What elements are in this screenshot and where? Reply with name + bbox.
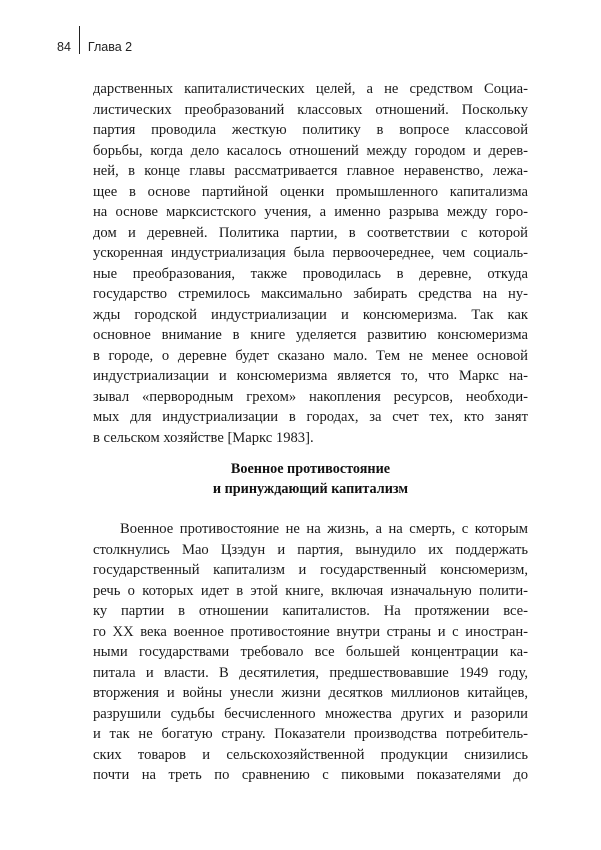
paragraph-2: [93, 519, 528, 786]
text-line: ные преобразования, также проводилась в деревне, откуда: [93, 265, 528, 282]
text-line: питала и власти. В десятилетия, предшествовавшие 1949 году,: [93, 664, 528, 681]
section-heading-line-2: и принуждающий капитализм: [212, 481, 409, 497]
text-line: индустриализации и консюмеризма является то, что Маркс на-: [93, 368, 528, 384]
section-heading-line-1: Военное противостояние: [230, 461, 391, 477]
text-line: ских товаров и сельскохозяйственной продукции снизились: [93, 746, 528, 763]
text-line: ускоренная индустриализация была первоочереднее, чем социаль-: [93, 245, 528, 261]
text-line: вторжения и войны унесли жизни десятков миллионов китайцев,: [93, 685, 528, 701]
text-line: почти на треть по сравнению с пиковыми показателями до: [93, 767, 528, 783]
text-line: государственный капитализм и государственный консюмеризм,: [93, 562, 528, 578]
text-line: листических преобразований классовых отношений. Поскольку: [93, 101, 528, 118]
text-line: разрушили судьбы бесчисленного множества других и разорили: [93, 705, 528, 722]
text-line: в городе, о деревне будет сказано мало. Тем не менее основой: [93, 347, 528, 364]
text-line: государство стремилось максимально забирать средства на ну-: [93, 286, 528, 302]
page-number: 84: [57, 40, 71, 54]
running-head: [57, 38, 132, 56]
text-line: основное внимание в книге уделяется развитию консюмеризма: [93, 327, 528, 343]
text-line: Военное противостояние не на жизнь, а на смерть, с которым: [120, 521, 528, 537]
paragraph-1: [93, 79, 528, 448]
text-line: дарственных капиталистических целей, а не средством Социа-: [93, 81, 528, 97]
text-line: борьбы, когда дело касалось отношений между городом и дерев-: [93, 142, 528, 159]
text-line: дом и деревней. Политика партии, в соответствии с которой: [93, 224, 528, 241]
text-line: го XX века военное противостояние внутри страны и с иностран-: [93, 623, 528, 640]
text-line: щее в основе партийной оценки промышленного капитализма: [93, 183, 528, 200]
text-line: мых для индустриализации в городах, за счет тех, кто занят: [93, 409, 528, 425]
text-line: зывал «первородным грехом» накопления ресурсов, необходи-: [93, 388, 528, 405]
text-line: и так не богатую страну. Показатели производства потребитель-: [93, 726, 528, 742]
text-line: ными государствами требовало все большей концентрации ка-: [93, 644, 528, 660]
text-line: в сельском хозяйстве [Маркс 1983].: [93, 429, 314, 446]
text-line: ку партии в отношении капиталистов. На протяжении все-: [93, 603, 528, 619]
section-heading: [93, 459, 528, 499]
text-line: партия проводила жесткую политику в вопросе классовой: [93, 122, 528, 138]
text-line: жды городской индустриализации и консюмеризма. Так как: [93, 306, 528, 323]
text-line: на основе марксистского учения, а именно разрыва между горо-: [93, 204, 528, 220]
text-line: ней, в конце главы рассматривается главное неравенство, лежа-: [93, 163, 528, 179]
chapter-title: Глава 2: [87, 40, 133, 54]
text-line: столкнулись Мао Цзэдун и партия, вынудило их поддержать: [93, 541, 528, 558]
text-line: речь о которых идет в этой книге, включая изначальную полити-: [93, 582, 528, 599]
